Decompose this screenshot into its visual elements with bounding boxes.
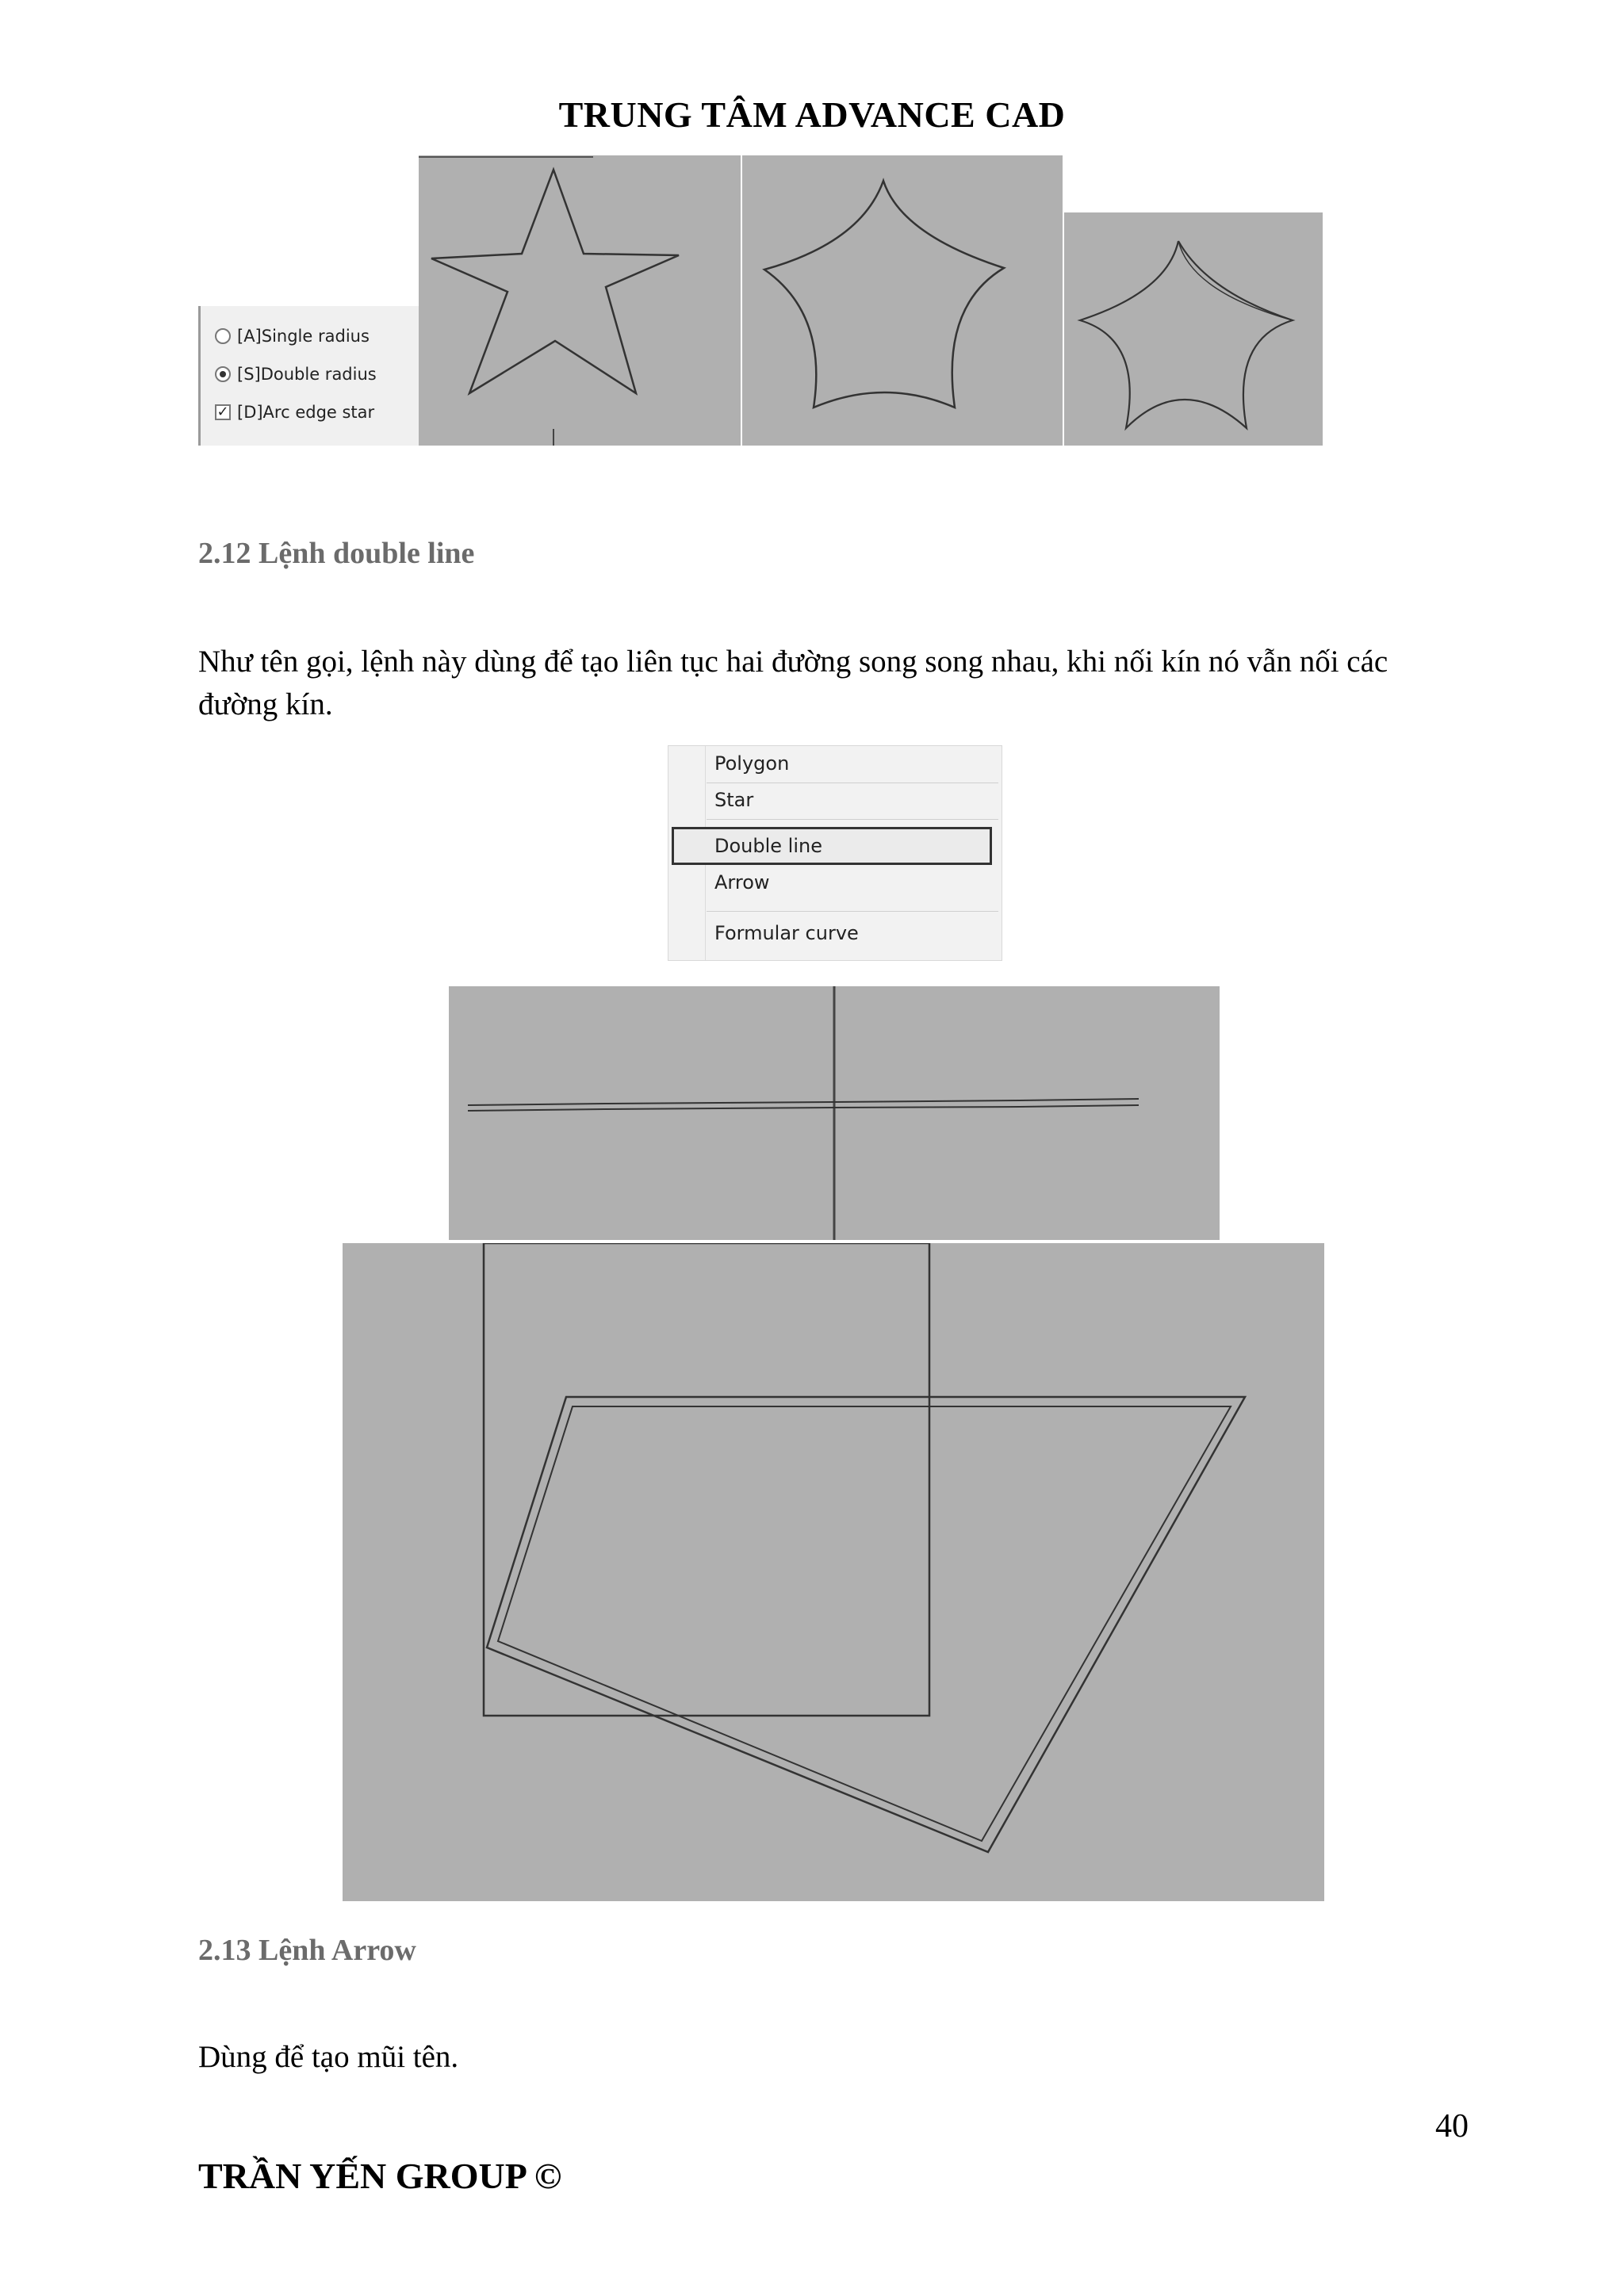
star-arc-edge-canvas <box>1064 212 1323 446</box>
star-arc-edge-drawing <box>1064 212 1323 446</box>
menu-item-star[interactable]: Star <box>714 789 754 811</box>
menu-item-double-line[interactable]: Double line <box>714 835 822 857</box>
star-double-radius-canvas <box>742 155 1063 446</box>
star-straight-canvas <box>419 155 741 446</box>
checkbox-checked-icon[interactable]: ✓ <box>215 404 231 420</box>
double-line-drawing-2 <box>343 1243 1324 1901</box>
radio-selected-icon[interactable] <box>215 366 231 382</box>
draw-menu <box>668 745 1002 961</box>
paragraph-line-1: Như tên gọi, lệnh này dùng để tạo liên tục hai đường song song nhau, khi nối kín nó vẫn nối các <box>198 645 1388 679</box>
option-single-radius[interactable] <box>215 327 370 346</box>
radio-icon[interactable] <box>215 328 231 344</box>
star-options-panel <box>198 306 419 446</box>
option-arc-edge-star[interactable] <box>215 403 374 422</box>
section-heading-double-line: 2.12 Lệnh double line <box>198 537 475 570</box>
double-line-canvas-1 <box>449 986 1220 1240</box>
option-label: [D]Arc edge star <box>237 403 375 422</box>
option-label: [A]Single radius <box>237 327 370 346</box>
option-label: [S]Double radius <box>237 365 377 384</box>
option-double-radius[interactable] <box>215 365 377 384</box>
double-line-canvas-2 <box>343 1243 1324 1901</box>
page-number: 40 <box>1435 2108 1469 2145</box>
page-header-title: TRUNG TÂM ADVANCE CAD <box>558 94 1066 135</box>
menu-separator <box>707 819 998 820</box>
paragraph-arrow: Dùng để tạo mũi tên. <box>198 2040 459 2074</box>
paragraph-line-2: đường kín. <box>198 687 333 721</box>
section-heading-arrow: 2.13 Lệnh Arrow <box>198 1934 416 1967</box>
menu-item-arrow[interactable]: Arrow <box>714 871 770 894</box>
menu-item-formular-curve[interactable]: Formular curve <box>714 922 859 944</box>
footer-copyright: TRẦN YẾN GROUP © <box>198 2156 562 2196</box>
menu-item-polygon[interactable]: Polygon <box>714 752 790 775</box>
star-double-radius-drawing <box>742 155 1063 446</box>
menu-separator <box>707 911 998 912</box>
star-straight-drawing <box>419 155 741 446</box>
double-line-drawing-1 <box>449 986 1220 1240</box>
